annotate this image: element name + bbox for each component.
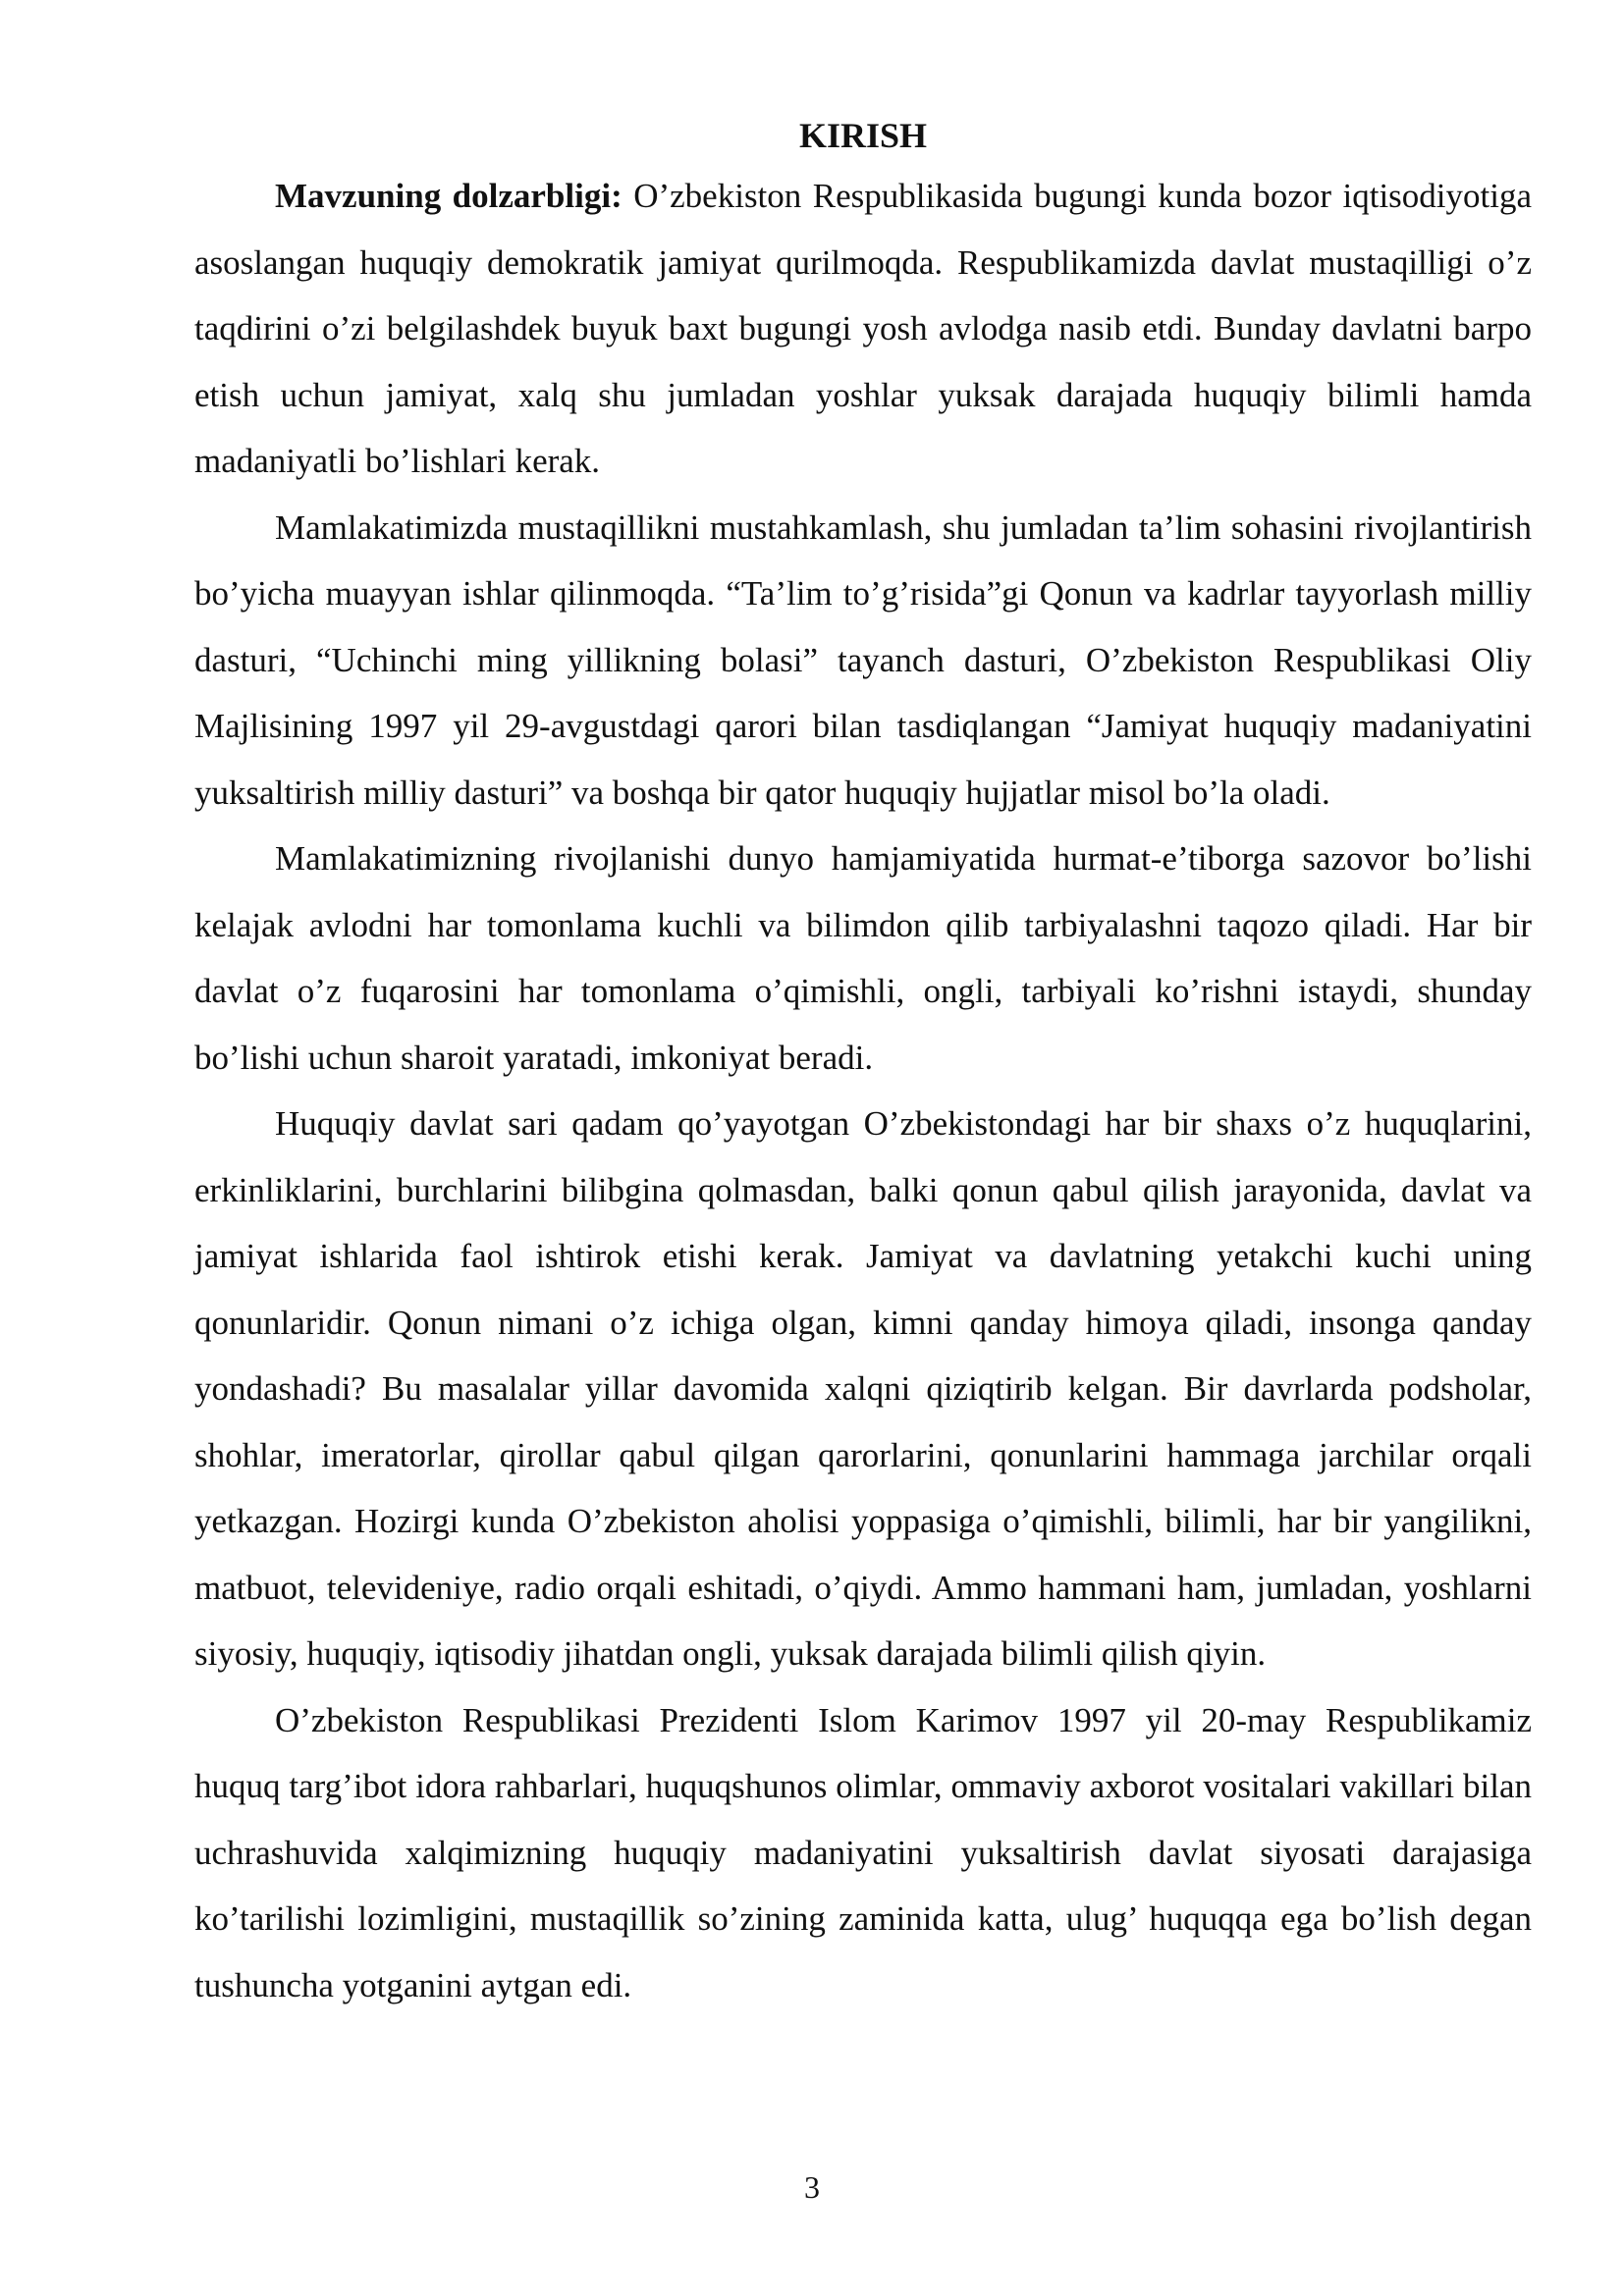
- document-page: [194, 110, 1532, 2018]
- paragraph-lead: Mavzuning dolzarbligi:: [275, 177, 623, 215]
- section-title: KIRISH: [798, 116, 928, 155]
- paragraph-relevance: [194, 163, 1532, 495]
- paragraph-legal-state: Huquqiy davlat sari qadam qo’yayotgan O’zbekistondagi har bir shaxs o’z huquqlarini, erkinliklarini, burchlarini bilibgina qolmasdan, balki qonun qabul qilish jarayonida, davlat va jamiyat ishlarida faol ishtirok etishi kerak. Jamiyat va davlatning yetakchi kuchi uning qonunlaridir. Qonun nimani o’z ichiga olgan, kimni qanday himoya qiladi, insonga qanday yondashadi? Bu masalalar yillar davomida xalqni qiziqtirib kelgan. Bir davrlarda podsholar, shohlar, imeratorlar, qirollar qabul qilgan qarorlarini, qonunlarini hammaga jarchilar orqali yetkazgan. Hozirgi kunda O’zbekiston aholisi yoppasiga o’qimishli, bilimli, har bir yangilikni, matbuot, televideniye, radio orqali eshitadi, o’qiydi. Ammo hammani ham, jumladan, yoshlarni siyosiy, huquqiy, iqtisodiy jihatdan ongli, yuksak darajada bilimli qilish qiyin.: [194, 1104, 1532, 1673]
- page-number: 3: [804, 2169, 820, 2205]
- paragraph-text: O’zbekiston Respublikasida bugungi kunda bozor iqtisodiyotiga asoslangan huquqiy demokratik jamiyat qurilmoqda. Respublikamizda davlat mustaqilligi o’z taqdirini o’zi belgilashdek buyuk baxt bugungi yosh avlodga nasib etdi. Bunday davlatni barpo etish uchun jamiyat, xalq shu jumladan yoshlar yuksak darajada huquqiy bilimli hamda madaniyatli bo’lishlari kerak.: [194, 177, 1532, 480]
- paragraph-education: Mamlakatimizda mustaqillikni mustahkamlash, shu jumladan ta’lim sohasini rivojlantirish bo’yicha muayyan ishlar qilinmoqda. “Ta’lim to’g’risida”gi Qonun va kadrlar tayyorlash milliy dasturi, “Uchinchi ming yillikning bolasi” tayanch dasturi, O’zbekiston Respublikasi Oliy Majlisining 1997 yil 29-avgustdagi qarori bilan tasdiqlangan “Jamiyat huquqiy madaniyatini yuksaltirish milliy dasturi” va boshqa bir qator huquqiy hujjatlar misol bo’la oladi.: [194, 507, 1532, 812]
- paragraph-president: O’zbekiston Respublikasi Prezidenti Islom Karimov 1997 yil 20-may Respublikamiz huquq targ’ibot idora rahbarlari, huquqshunos olimlar, ommaviy axborot vositalari vakillari bilan uchrashuvida xalqimizning huquqiy madaniyatini yuksaltirish davlat siyosati darajasiga ko’tarilishi lozimligini, mustaqillik so’zining zaminida katta, ulug’ huquqqa ega bo’lish degan tushuncha yotganini aytgan edi.: [194, 1700, 1532, 2004]
- paragraph-development: Mamlakatimizning rivojlanishi dunyo hamjamiyatida hurmat-e’tiborga sazovor bo’lishi kelajak avlodni har tomonlama kuchli va bilimdon qilib tarbiyalashni taqozo qiladi. Har bir davlat o’z fuqarosini har tomonlama o’qimishli, ongli, tarbiyali ko’rishni istaydi, shunday bo’lishi uchun sharoit yaratadi, imkoniyat beradi.: [194, 839, 1532, 1077]
